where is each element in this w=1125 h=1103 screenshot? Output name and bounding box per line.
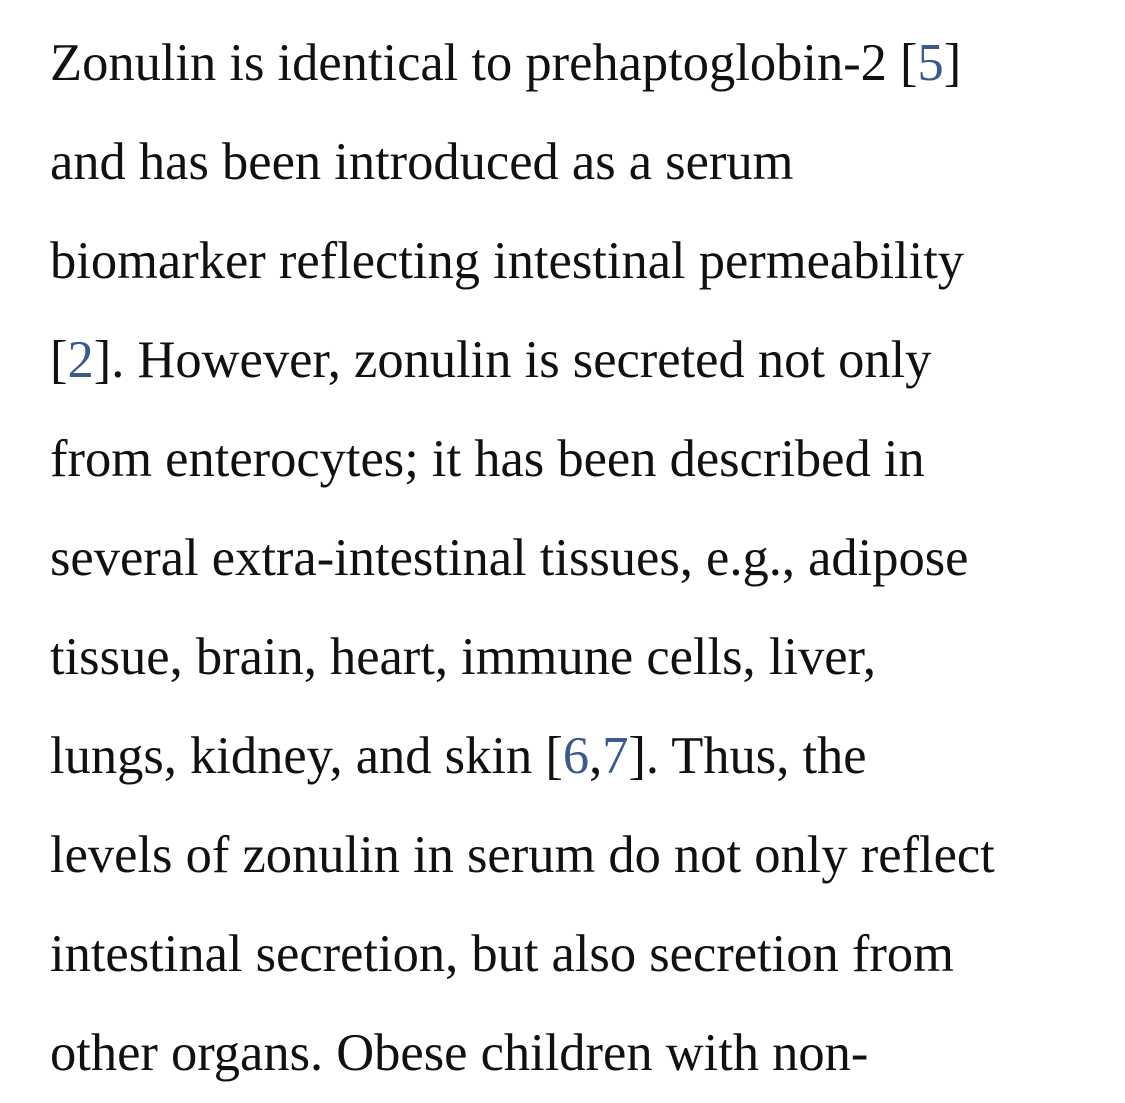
paragraph-line: tissue, brain, heart, immune cells, liver, <box>50 628 877 686</box>
paragraph-line: lungs, kidney, and skin [6,7]. Thus, the <box>50 727 867 785</box>
citation-link-6[interactable]: 6 <box>562 727 590 785</box>
article-paragraph <box>50 14 1110 1103</box>
paragraph-line: levels of zonulin in serum do not only reflect <box>50 826 995 884</box>
paragraph-line: intestinal secretion, but also secretion from <box>50 925 954 983</box>
paragraph-line: other organs. Obese children with non- <box>50 1024 869 1082</box>
citation-link-5[interactable]: 5 <box>917 34 944 92</box>
paragraph-line: several extra-intestinal tissues, e.g., adipose <box>50 529 969 587</box>
paragraph-line: and has been introduced as a serum <box>50 133 794 191</box>
paragraph-line: biomarker reflecting intestinal permeability <box>50 232 965 290</box>
paragraph-line: from enterocytes; it has been described in <box>50 430 925 488</box>
citation-link-7[interactable]: 7 <box>602 727 629 785</box>
paragraph-line: [2]. However, zonulin is secreted not only <box>50 331 932 389</box>
paragraph-line: Zonulin is identical to prehaptoglobin-2 [5] <box>50 34 962 92</box>
citation-link-2[interactable]: 2 <box>67 331 94 389</box>
